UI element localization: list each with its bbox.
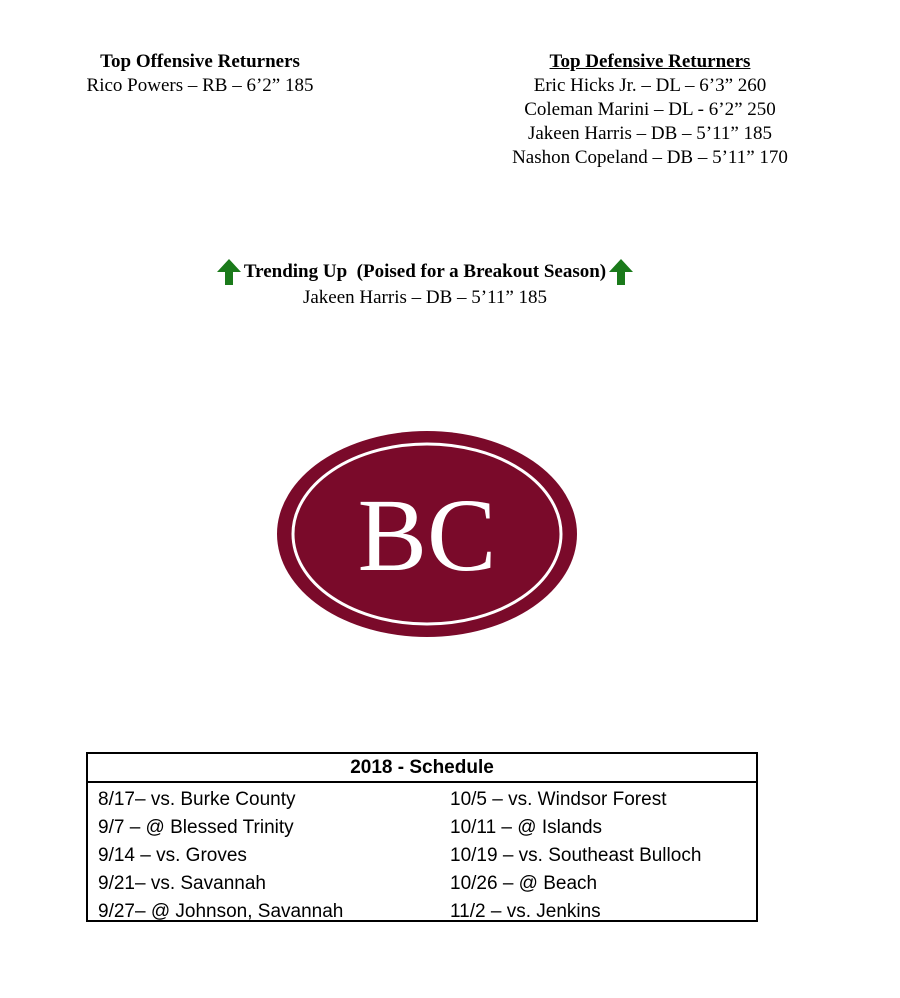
offensive-returners-heading: Top Offensive Returners [100, 51, 300, 72]
up-arrow-icon [608, 258, 634, 286]
schedule-table [86, 752, 758, 922]
offensive-player: Rico Powers – RB – 6’2” 185 [86, 75, 314, 96]
schedule-game: 9/27– @ Johnson, Savannah [98, 901, 344, 922]
up-arrow-icon [216, 258, 242, 286]
defensive-player: Eric Hicks Jr. – DL – 6’3” 260 [533, 75, 767, 96]
schedule-game: 11/2 – vs. Jenkins [450, 901, 601, 922]
defensive-player: Coleman Marini – DL - 6’2” 250 [524, 99, 776, 120]
trending-player: Jakeen Harris – DB – 5’11” 185 [302, 287, 548, 308]
defensive-player: Nashon Copeland – DB – 5’11” 170 [512, 147, 788, 168]
schedule-game: 9/14 – vs. Groves [98, 845, 247, 866]
trending-up-section [100, 258, 750, 310]
schedule-game: 10/26 – @ Beach [450, 873, 598, 894]
offensive-returners [60, 50, 340, 98]
schedule-game: 10/5 – vs. Windsor Forest [450, 789, 667, 810]
schedule-game: 10/11 – @ Islands [450, 817, 603, 838]
logo-text: BC [357, 478, 497, 593]
bc-logo [276, 430, 578, 638]
defensive-returners [480, 50, 820, 170]
defensive-returners-heading: Top Defensive Returners [549, 51, 751, 72]
schedule-title: 2018 - Schedule [88, 754, 756, 783]
schedule-game: 9/21– vs. Savannah [98, 873, 266, 894]
schedule-game: 10/19 – vs. Southeast Bulloch [450, 845, 702, 866]
schedule-game: 8/17– vs. Burke County [98, 789, 296, 810]
defensive-player: Jakeen Harris – DB – 5’11” 185 [527, 123, 773, 144]
trending-up-heading: Trending Up (Poised for a Breakout Season) [243, 261, 607, 282]
schedule-game: 9/7 – @ Blessed Trinity [98, 817, 294, 838]
